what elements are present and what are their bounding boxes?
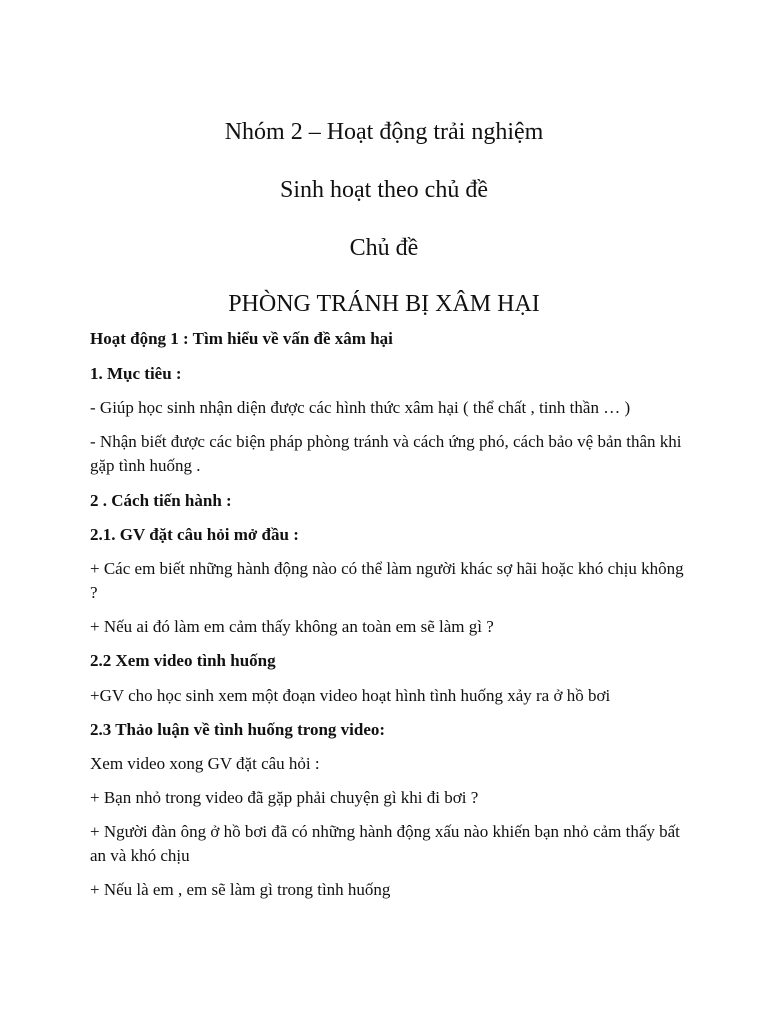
section-2-1-heading: 2.1. GV đặt câu hỏi mở đầu : (90, 525, 299, 544)
procedure-heading: 2 . Cách tiến hành : (90, 491, 232, 510)
objective-item-2: - Nhận biết được các biện pháp phòng tránh và cách ứng phó, cách bảo vệ bản thân khi gặp tình huống . (90, 432, 682, 475)
video-description: +GV cho học sinh xem một đoạn video hoạt hình tình huống xảy ra ở hồ bơi (90, 686, 611, 705)
topic-label: Chủ đề (349, 235, 419, 261)
question-2: + Nếu ai đó làm em cảm thấy không an toàn em sẽ làm gì ? (90, 617, 494, 636)
discussion-question-1: + Bạn nhỏ trong video đã gặp phải chuyện gì khi đi bơi ? (90, 788, 479, 807)
group-title: Nhóm 2 – Hoạt động trải nghiệm (224, 119, 544, 145)
objective-heading: 1. Mục tiêu : (90, 364, 182, 383)
subtitle: Sinh hoạt theo chủ đề (280, 177, 488, 203)
objective-item-1: - Giúp học sinh nhận diện được các hình thức xâm hại ( thể chất , tinh thần … ) (90, 398, 631, 417)
question-1: + Các em biết những hành động nào có thể làm người khác sợ hãi hoặc khó chịu không ? (90, 559, 684, 602)
discussion-question-2: + Người đàn ông ở hồ bơi đã có những hành động xấu nào khiến bạn nhỏ cảm thấy bất an và khó chịu (90, 822, 680, 865)
section-2-3-heading: 2.3 Thảo luận về tình huống trong video: (90, 720, 386, 739)
activity-heading: Hoạt động 1 : Tìm hiểu về vấn đề xâm hại (90, 329, 393, 348)
discussion-question-3: + Nếu là em , em sẽ làm gì trong tình huống (90, 880, 391, 899)
topic-title: PHÒNG TRÁNH BỊ XÂM HẠI (228, 291, 540, 317)
section-2-2-heading: 2.2 Xem video tình huống (90, 651, 276, 670)
discussion-intro: Xem video xong GV đặt câu hỏi : (90, 754, 320, 773)
